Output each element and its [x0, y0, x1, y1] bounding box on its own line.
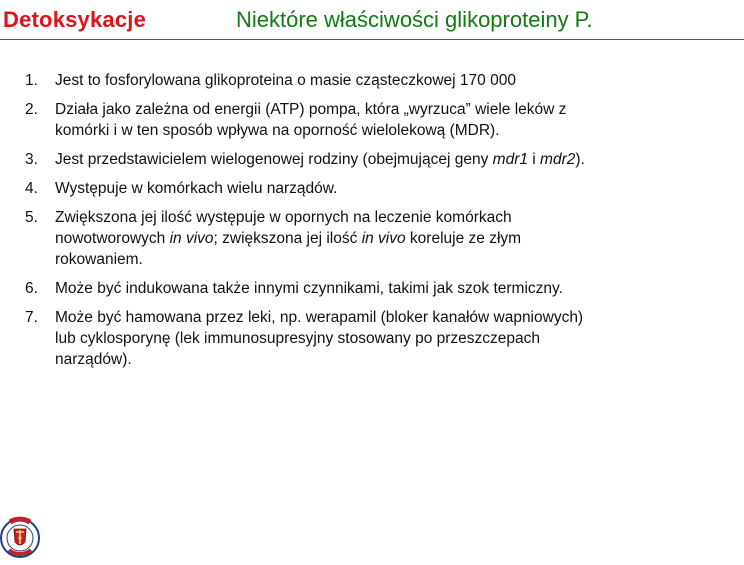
text-run: Występuje w komórkach wielu narządów. [55, 180, 338, 197]
list-item-text [55, 101, 566, 139]
text-run: koreluje ze złym [405, 230, 522, 247]
list-item-number: 6. [25, 280, 38, 297]
list-item-number: 4. [25, 180, 38, 197]
list-item-number: 3. [25, 151, 38, 168]
text-run: Jest to fosforylowana glikoproteina o masie cząsteczkowej 170 000 [55, 72, 516, 89]
text-run: Może być indukowana także innymi czynnikami, takimi jak szok termiczny. [55, 280, 563, 297]
text-run: nowotworowych [55, 230, 170, 247]
list-item-number: 1. [25, 72, 38, 89]
text-run: Zwiększona jej ilość występuje w opornych na leczenie komórkach [55, 209, 512, 226]
list-item [25, 278, 715, 299]
header-divider [0, 39, 744, 40]
text-run: ; zwiększona jej ilość [213, 230, 362, 247]
text-run: Jest przedstawicielem wielogenowej rodziny (obejmującej geny [55, 151, 493, 168]
text-run: lub cyklosporynę (lek immunosupresyjny stosowany po przeszczepach [55, 330, 541, 347]
list-item-text [55, 180, 337, 197]
property-list [25, 70, 715, 378]
italic-term: in vivo [361, 230, 406, 247]
slide-header [0, 0, 744, 40]
text-run: Może być hamowana przez leki, np. werapamil (bloker kanałów wapniowych) [55, 309, 584, 326]
text-run: Działa jako zależna od energii (ATP) pompa, która „wyrzuca” wiele leków z [55, 101, 567, 118]
list-item-text [55, 151, 585, 168]
text-run: ). [575, 151, 585, 168]
list-item-text [55, 309, 583, 368]
list-item-text [55, 72, 516, 89]
list-item-number: 5. [25, 209, 38, 226]
text-run: rokowaniem. [55, 251, 143, 268]
list-item-number: 2. [25, 101, 38, 118]
list-item [25, 207, 715, 270]
section-title: Detoksykacje [3, 7, 147, 32]
italic-term: mdr2 [540, 151, 576, 168]
list-item-text [55, 280, 563, 297]
list-item-number: 7. [25, 309, 38, 326]
list-item [25, 178, 715, 199]
list-item-text [55, 209, 521, 268]
list-item [25, 149, 715, 170]
university-seal-icon [0, 502, 46, 560]
text-run: i [527, 151, 541, 168]
slide-title: Niektóre właściwości glikoproteiny P. [236, 7, 593, 32]
text-run: narządów). [55, 351, 132, 368]
italic-term: mdr1 [492, 151, 528, 168]
list-item [25, 70, 715, 91]
list-item [25, 307, 715, 370]
italic-term: in vivo [169, 230, 214, 247]
text-run: komórki i w ten sposób wpływa na oporność wielolekową (MDR). [55, 122, 500, 139]
list-item [25, 99, 715, 141]
